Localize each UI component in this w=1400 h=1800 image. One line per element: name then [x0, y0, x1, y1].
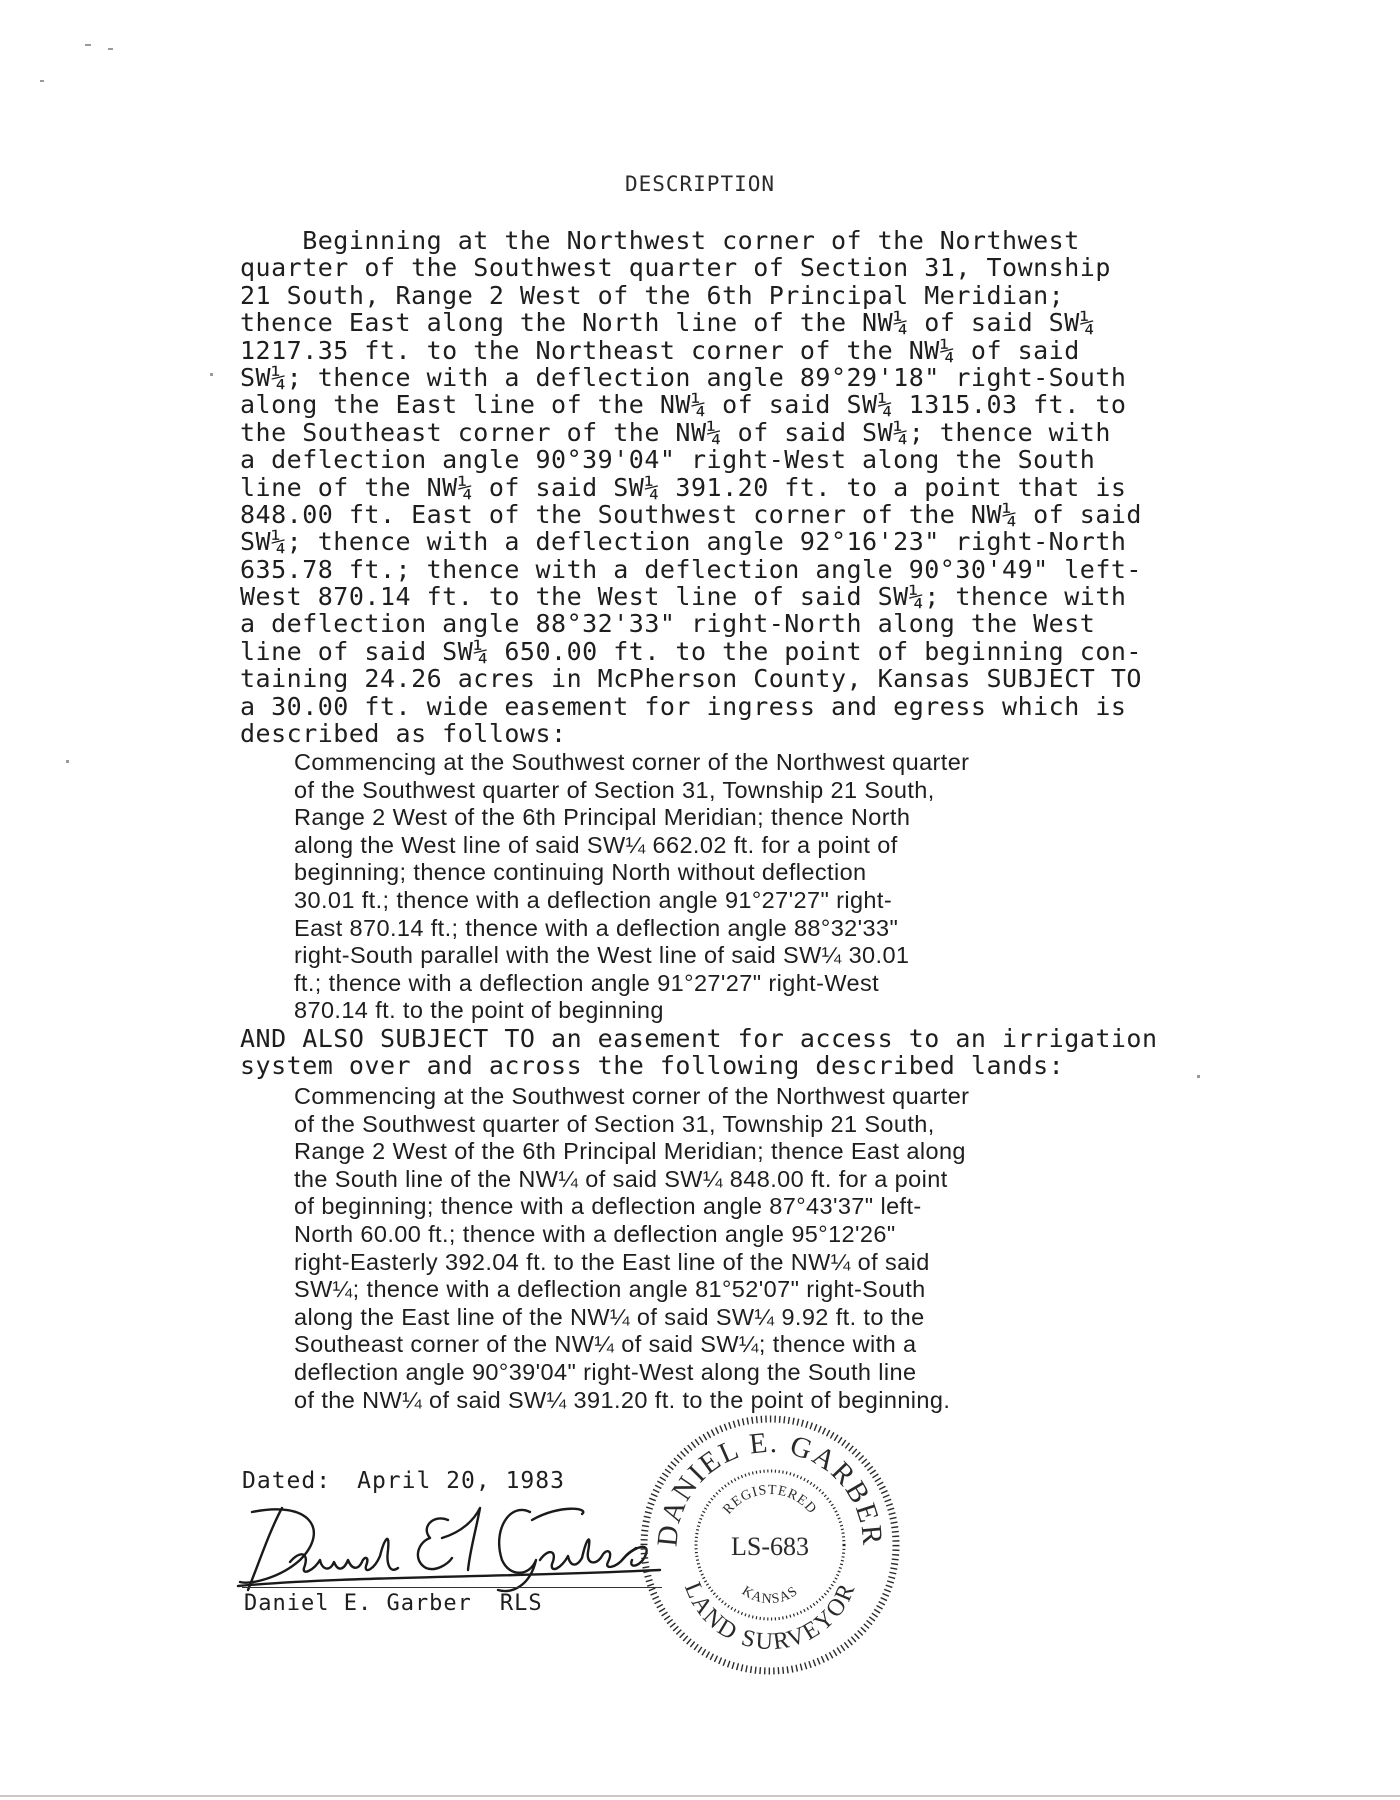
- text-line: 870.14 ft. to the point of beginning: [294, 997, 664, 1024]
- seal-name-arc: DANIEL E. GARBER: [651, 1426, 889, 1548]
- text-line: Range 2 West of the 6th Principal Meridian; thence North: [294, 804, 911, 831]
- main-description: [240, 227, 1200, 747]
- also-subject-clause: [240, 1025, 1220, 1080]
- irrigation-easement-description: [294, 1083, 1154, 1414]
- text-line: line of the NW¼ of said SW¼ 391.20 ft. to a point that is: [240, 472, 1127, 502]
- text-line: Southeast corner of the NW¼ of said SW¼; thence with a: [294, 1331, 917, 1358]
- text-line: SW¼; thence with a deflection angle 89°29'18" right-South: [240, 362, 1127, 392]
- text-line: the Southeast corner of the NW¼ of said SW¼; thence with: [240, 417, 1111, 447]
- text-line: described as follows:: [240, 719, 567, 749]
- signer-name-line: [244, 1591, 543, 1616]
- text-line: of the NW¼ of said SW¼ 391.20 ft. to the point of beginning.: [294, 1386, 951, 1413]
- signer-name: Daniel E. Garber: [244, 1591, 472, 1616]
- text-line: 1217.35 ft. to the Northeast corner of the NW¼ of said: [240, 335, 1080, 365]
- text-line: quarter of the Southwest quarter of Section 31, Township: [240, 253, 1111, 283]
- text-line: of the Southwest quarter of Section 31, Township 21 South,: [294, 776, 935, 803]
- surveyor-seal-stamp: [635, 1410, 905, 1680]
- text-line: a 30.00 ft. wide easement for ingress and egress which is: [240, 691, 1127, 721]
- text-line: SW¼; thence with a deflection angle 81°52'07" right-South: [294, 1276, 926, 1303]
- signature-line: [242, 1587, 662, 1588]
- seal-registered-arc: REGISTERED: [720, 1482, 820, 1518]
- dated-label: Dated:: [242, 1468, 332, 1494]
- text-line: thence East along the North line of the NW¼ of said SW¼: [240, 308, 1096, 338]
- ingress-easement-description: [294, 749, 1154, 1025]
- text-line: deflection angle 90°39'04" right-West along the South line: [294, 1358, 917, 1385]
- signer-credential: RLS: [499, 1591, 543, 1616]
- text-line: along the East line of the NW¼ of said SW¼ 9.92 ft. to the: [294, 1303, 925, 1330]
- text-line: a deflection angle 90°39'04" right-West along the South: [240, 445, 1096, 475]
- text-line: along the West line of said SW¼ 662.02 ft. for a point of: [294, 831, 898, 858]
- svg-text:REGISTERED: [720, 1483, 819, 1518]
- text-line: right-South parallel with the West line of said SW¼ 30.01: [294, 942, 910, 969]
- svg-text:KANSAS: [739, 1584, 801, 1608]
- text-line: a deflection angle 88°32'33" right-North along the West: [240, 609, 1096, 639]
- text-line: 848.00 ft. East of the Southwest corner of the NW¼ of said: [240, 499, 1142, 529]
- seal-state-arc: KANSAS: [738, 1583, 802, 1608]
- seal-license-number: LS-683: [731, 1532, 809, 1561]
- text-line: ft.; thence with a deflection angle 91°27'27" right-West: [294, 969, 880, 996]
- scan-speck: [210, 373, 213, 376]
- date-value: April 20, 1983: [357, 1468, 565, 1494]
- text-line: West 870.14 ft. to the West line of said SW¼; thence with: [240, 582, 1127, 612]
- text-line: taining 24.26 acres in McPherson County, Kansas SUBJECT TO: [240, 664, 1142, 694]
- scan-speck: [40, 80, 44, 82]
- text-line: 635.78 ft.; thence with a deflection angle 90°30'49" left-: [240, 554, 1142, 584]
- text-line: 30.01 ft.; thence with a deflection angle 91°27'27" right-: [294, 886, 893, 913]
- seal-title-arc: LAND SURVEYOR: [679, 1578, 862, 1656]
- text-line: SW¼; thence with a deflection angle 92°16'23" right-North: [240, 527, 1127, 557]
- scan-speck: [108, 48, 113, 50]
- text-line: 21 South, Range 2 West of the 6th Principal Meridian;: [240, 280, 1065, 310]
- scan-speck: [85, 44, 91, 46]
- text-line: East 870.14 ft.; thence with a deflection angle 88°32'33": [294, 914, 899, 941]
- text-line: beginning; thence continuing North without deflection: [294, 859, 867, 886]
- text-line: the South line of the NW¼ of said SW¼ 848.00 ft. for a point: [294, 1165, 948, 1192]
- svg-text:LAND SURVEYOR: [679, 1578, 861, 1655]
- scan-edge: [0, 1795, 1400, 1797]
- text-line: Commencing at the Southwest corner of the Northwest quarter: [294, 749, 970, 775]
- text-line: Commencing at the Southwest corner of the Northwest quarter: [294, 1083, 970, 1109]
- text-line: Beginning at the Northwest corner of the Northwest: [240, 226, 1080, 255]
- scan-speck: [1197, 1075, 1200, 1078]
- page-title: DESCRIPTION: [624, 172, 776, 196]
- text-line: Range 2 West of the 6th Principal Meridian; thence East along: [294, 1138, 966, 1165]
- scan-speck: [66, 760, 69, 763]
- text-line: line of said SW¼ 650.00 ft. to the point of beginning con-: [240, 636, 1142, 666]
- text-line: right-Easterly 392.04 ft. to the East line of the NW¼ of said: [294, 1248, 930, 1275]
- text-line: of beginning; thence with a deflection angle 87°43'37" left-: [294, 1193, 922, 1220]
- text-line: North 60.00 ft.; thence with a deflection angle 95°12'26": [294, 1220, 896, 1247]
- text-line: along the East line of the NW¼ of said SW¼ 1315.03 ft. to: [240, 390, 1127, 420]
- text-line: system over and across the following described lands:: [240, 1051, 1065, 1081]
- handwritten-signature: [230, 1490, 670, 1600]
- text-line: of the Southwest quarter of Section 31, Township 21 South,: [294, 1110, 935, 1137]
- text-line: AND ALSO SUBJECT TO an easement for access to an irrigation: [240, 1024, 1158, 1053]
